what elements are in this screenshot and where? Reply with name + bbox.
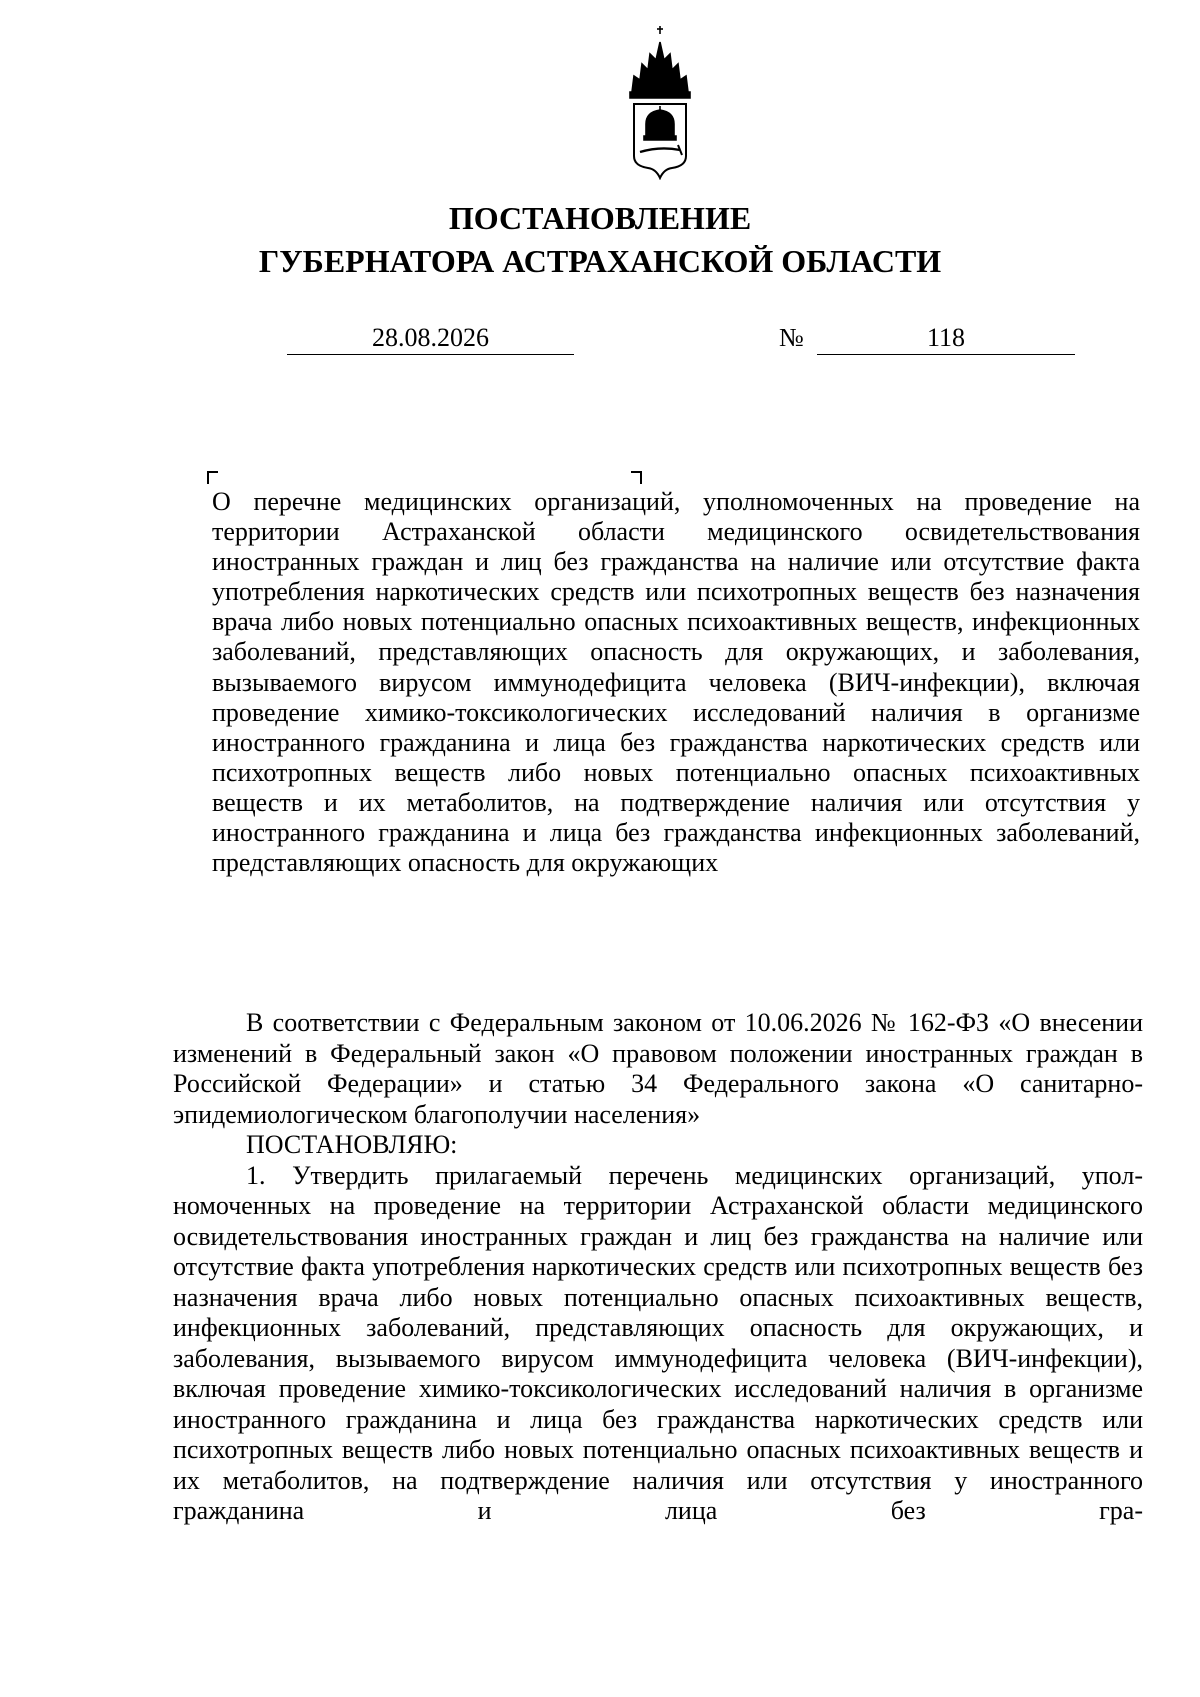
issuing-authority-title: ГУБЕРНАТОРА АСТРАХАНСКОЙ ОБЛАСТИ xyxy=(258,243,942,279)
preamble-paragraph: В соответствии с Федеральным законом от 10.06.2026 № 162-ФЗ «О внесении изменений в Федеральный закон «О правовом положении иностранных граждан в Российской Федерации» и статью 34 Федерального закона «О санитарно-эпидемиологическом благополучии населения» xyxy=(173,1008,1143,1129)
coat-of-arms-icon xyxy=(620,24,700,180)
document-date: 28.08.2026 xyxy=(287,322,574,355)
subject-corner-left xyxy=(207,471,218,484)
document-body xyxy=(173,1008,1143,1527)
number-label: № xyxy=(779,323,804,352)
document-type-title: ПОСТАНОВЛЕНИЕ xyxy=(448,200,752,236)
document-number: 118 xyxy=(817,322,1075,355)
item-1-paragraph: 1. Утвердить прилагаемый перечень медицинских организаций, уполномоченных на проведение на территории Астраханской области медицинского освидетельствования иностранных граждан и лиц без гражданства на наличие или отсутствие факта употребления наркотических средств или психотропных веществ без назначения врача либо новых потенциально опасных психоактивных веществ, инфекционных заболеваний, представляющих опасность для окружающих, и заболевания, вызываемого вирусом иммунодефицита человека (ВИЧ-инфекции), включая проведение химико-токсикологических исследований наличия в организме иностранного гражданина и лица без гражданства наркотических средств или психотропных веществ либо новых потенциально опасных психоактивных веществ и их метаболитов, на подтверждение наличия или отсутствия у иностранного гражданина и лица без гра- xyxy=(173,1160,1143,1525)
decree-word: ПОСТАНОВЛЯЮ: xyxy=(246,1130,458,1159)
document-subject: О перечне медицинских организаций, уполномоченных на проведение на территории Астраханской области медицинского освидетельствования иностранных граждан и лиц без гражданства на наличие или отсутствие факта употребления наркотических средств или психотропных веществ без назначения врача либо новых потенциально опасных психоактивных веществ, инфекционных заболеваний, представляющих опасность для окружающих, и заболевания, вызываемого вирусом иммунодефицита человека (ВИЧ-инфекции), включая проведение химико-токсикологических исследований наличия в организме иностранного гражданина и лица без гражданства наркотических средств или психотропных веществ либо новых потенциально опасных психоактивных веществ и их метаболитов, на подтверждение наличия или отсутствия у иностранного гражданина и лица без гражданства инфекционных заболеваний, представляющих опасность для окружающих xyxy=(212,487,1140,878)
subject-corner-right xyxy=(631,471,642,484)
